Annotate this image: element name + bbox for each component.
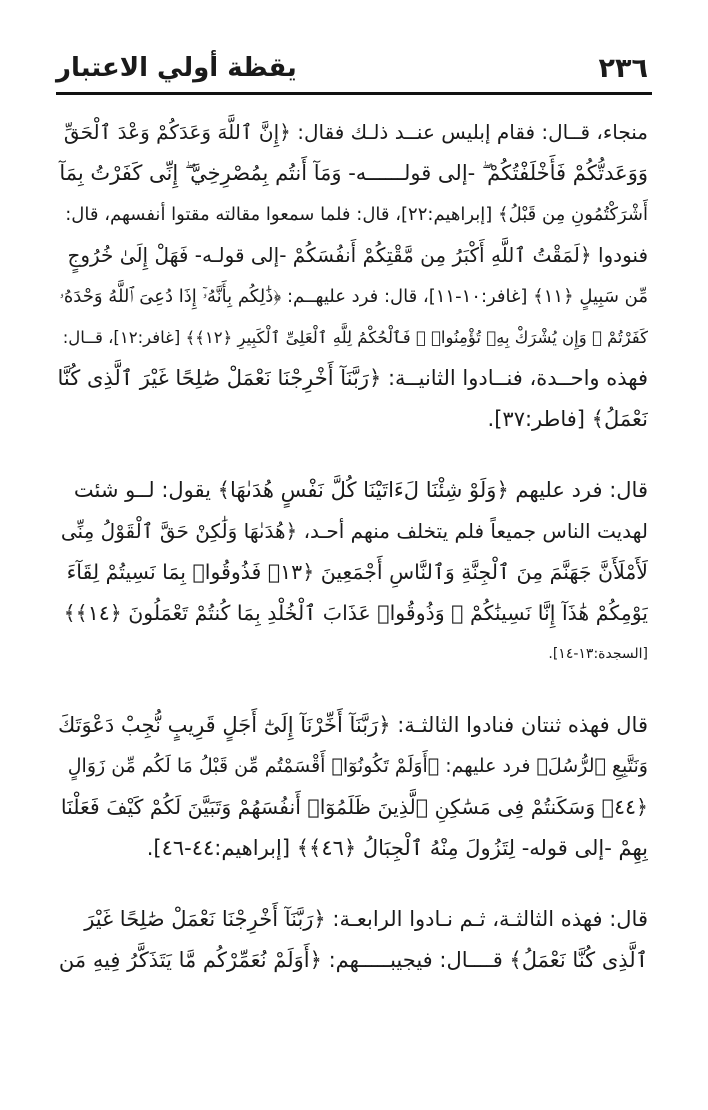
text-line: قال: فهذه الثالثـة، ثـم نـادوا الرابعـة: ﴿رَبَّنَآ أَخْرِجْنَا نَعْمَلْ صَٰلِحًا غَيْرَ xyxy=(84,907,648,931)
paragraph-gap xyxy=(58,675,648,705)
text-line: أَشْرَكْتُمُونِ مِن قَبْلُ﴾ [إبراهيم:٢٢]، قال: فلما سمعوا مقالته مقتوا أنفسهم، قال: xyxy=(65,204,648,225)
text-line: يَوْمِكُمْ هَٰذَآ إِنَّا نَسِينَٰكُمْ ۖ وَذُوقُوا۟ عَذَابَ ٱلْخُلْدِ بِمَا كُنتُمْ تَعْمَلُونَ ﴿١٤﴾﴾ xyxy=(63,601,648,625)
paragraph-gap xyxy=(58,440,648,470)
text-line: ﴿٤٤﴾ وَسَكَنتُمْ فِى مَسَٰكِنِ ٱلَّذِينَ ظَلَمُوٓا۟ أَنفُسَهُمْ وَتَبَيَّنَ لَكُمْ كَيْفَ فَعَلْنَا xyxy=(60,795,648,819)
text-line: كَفَرْتُمْ ۖ وَإِن يُشْرَكْ بِهِۦ تُؤْمِنُوا۟ ۚ فَٱلْحُكْمُ لِلَّهِ ٱلْعَلِىِّ ٱلْكَبِيرِ ﴿١٢﴾﴾ [غافر:١٢]، قــال: xyxy=(62,328,648,347)
text-line: لهديت الناس جميعاً فلم يتخلف منهم أحـد، ﴿هُدَىٰهَا وَلَٰكِنْ حَقَّ ٱلْقَوْلُ مِنِّى xyxy=(60,519,648,543)
text-line: وَنَتَّبِعِ ٱلرُّسُلَ﴾ فرد عليهم: ﴿أَوَلَمْ تَكُونُوٓا۟ أَقْسَمْتُم مِّن قَبْلُ مَا لَكُم مِّن زَوَالٍ xyxy=(67,755,648,777)
running-title: يقظة أولي الاعتبار xyxy=(56,53,297,83)
text-line: ٱلَّذِى كُنَّا نَعْمَلُ﴾ قــــال: فيجيبـــــهم: ﴿أَوَلَمْ نُعَمِّرْكُم مَّا يَتَذَكَّرُ فِيهِ مَن xyxy=(58,948,648,972)
paragraph-2 xyxy=(58,470,648,675)
text-line: قال فهذه ثنتان فنادوا الثالثـة: ﴿رَبَّنَآ أَخِّرْنَآ إِلَىٰٓ أَجَلٍ قَرِيبٍ نُّجِبْ دَعْوَتَكَ xyxy=(58,713,648,737)
text-line: فنودوا ﴿لَمَقْتُ ٱللَّهِ أَكْبَرُ مِن مَّقْتِكُمْ أَنفُسَكُمْ -إلى قولـه- فَهَلْ إِلَىٰ خُرُوجٍ xyxy=(67,243,648,267)
citation-line: [السجدة:١٣-١٤]. xyxy=(548,646,648,662)
text-line: وَوَعَدتُّكُمْ فَأَخْلَفْتُكُمْ ۖ -إلى قولــــــه- وَمَآ أَنتُم بِمُصْرِخِيَّ ۖ إِنِّى كَفَرْتُ بِمَآ xyxy=(59,161,648,185)
text-line: مِّن سَبِيلٍ ﴿١١﴾ [غافر:١٠-١١]، قال: فرد عليهــم: ﴿ذَٰلِكُم بِأَنَّهُۥٓ إِذَا دُعِىَ ٱللَّهُ وَحْدَهُۥ xyxy=(59,286,648,307)
paragraph-1 xyxy=(58,112,648,440)
text-line: فهذه واحــدة، فنــادوا الثانيــة: ﴿رَبَّنَآ أَخْرِجْنَا نَعْمَلْ صَٰلِحًا غَيْرَ ٱلَّذِى كُنَّا xyxy=(58,366,648,390)
text-line: لَأَمْلَأَنَّ جَهَنَّمَ مِنَ ٱلْجِنَّةِ وَٱلنَّاسِ أَجْمَعِينَ ﴿١٣﴾ فَذُوقُوا۟ بِمَا نَسِيتُمْ لِقَآءَ xyxy=(66,560,648,584)
body-text xyxy=(58,112,648,981)
paragraph-4 xyxy=(58,899,648,981)
page-number: ٢٣٦ xyxy=(598,52,648,84)
text-line: قال: فرد عليهم ﴿وَلَوْ شِئْنَا لَءَاتَيْنَا كُلَّ نَفْسٍ هُدَىٰهَا﴾ يقول: لــو شئت xyxy=(73,478,648,502)
header-rule xyxy=(56,92,652,95)
page-header xyxy=(56,48,648,88)
paragraph-3 xyxy=(58,705,648,869)
text-line: بِهِمْ -إلى قوله- لِتَزُولَ مِنْهُ ٱلْجِبَالُ ﴿٤٦﴾﴾ [إبراهيم:٤٤-٤٦]. xyxy=(146,836,648,860)
text-line: منجاء، قــال: فقام إبليس عنــد ذلـك فقال: ﴿إِنَّ ٱللَّهَ وَعَدَكُمْ وَعْدَ ٱلْحَقِّ xyxy=(63,120,648,144)
paragraph-gap xyxy=(58,869,648,899)
text-line: نَعْمَلُ﴾ [فاطر:٣٧]. xyxy=(487,407,648,431)
